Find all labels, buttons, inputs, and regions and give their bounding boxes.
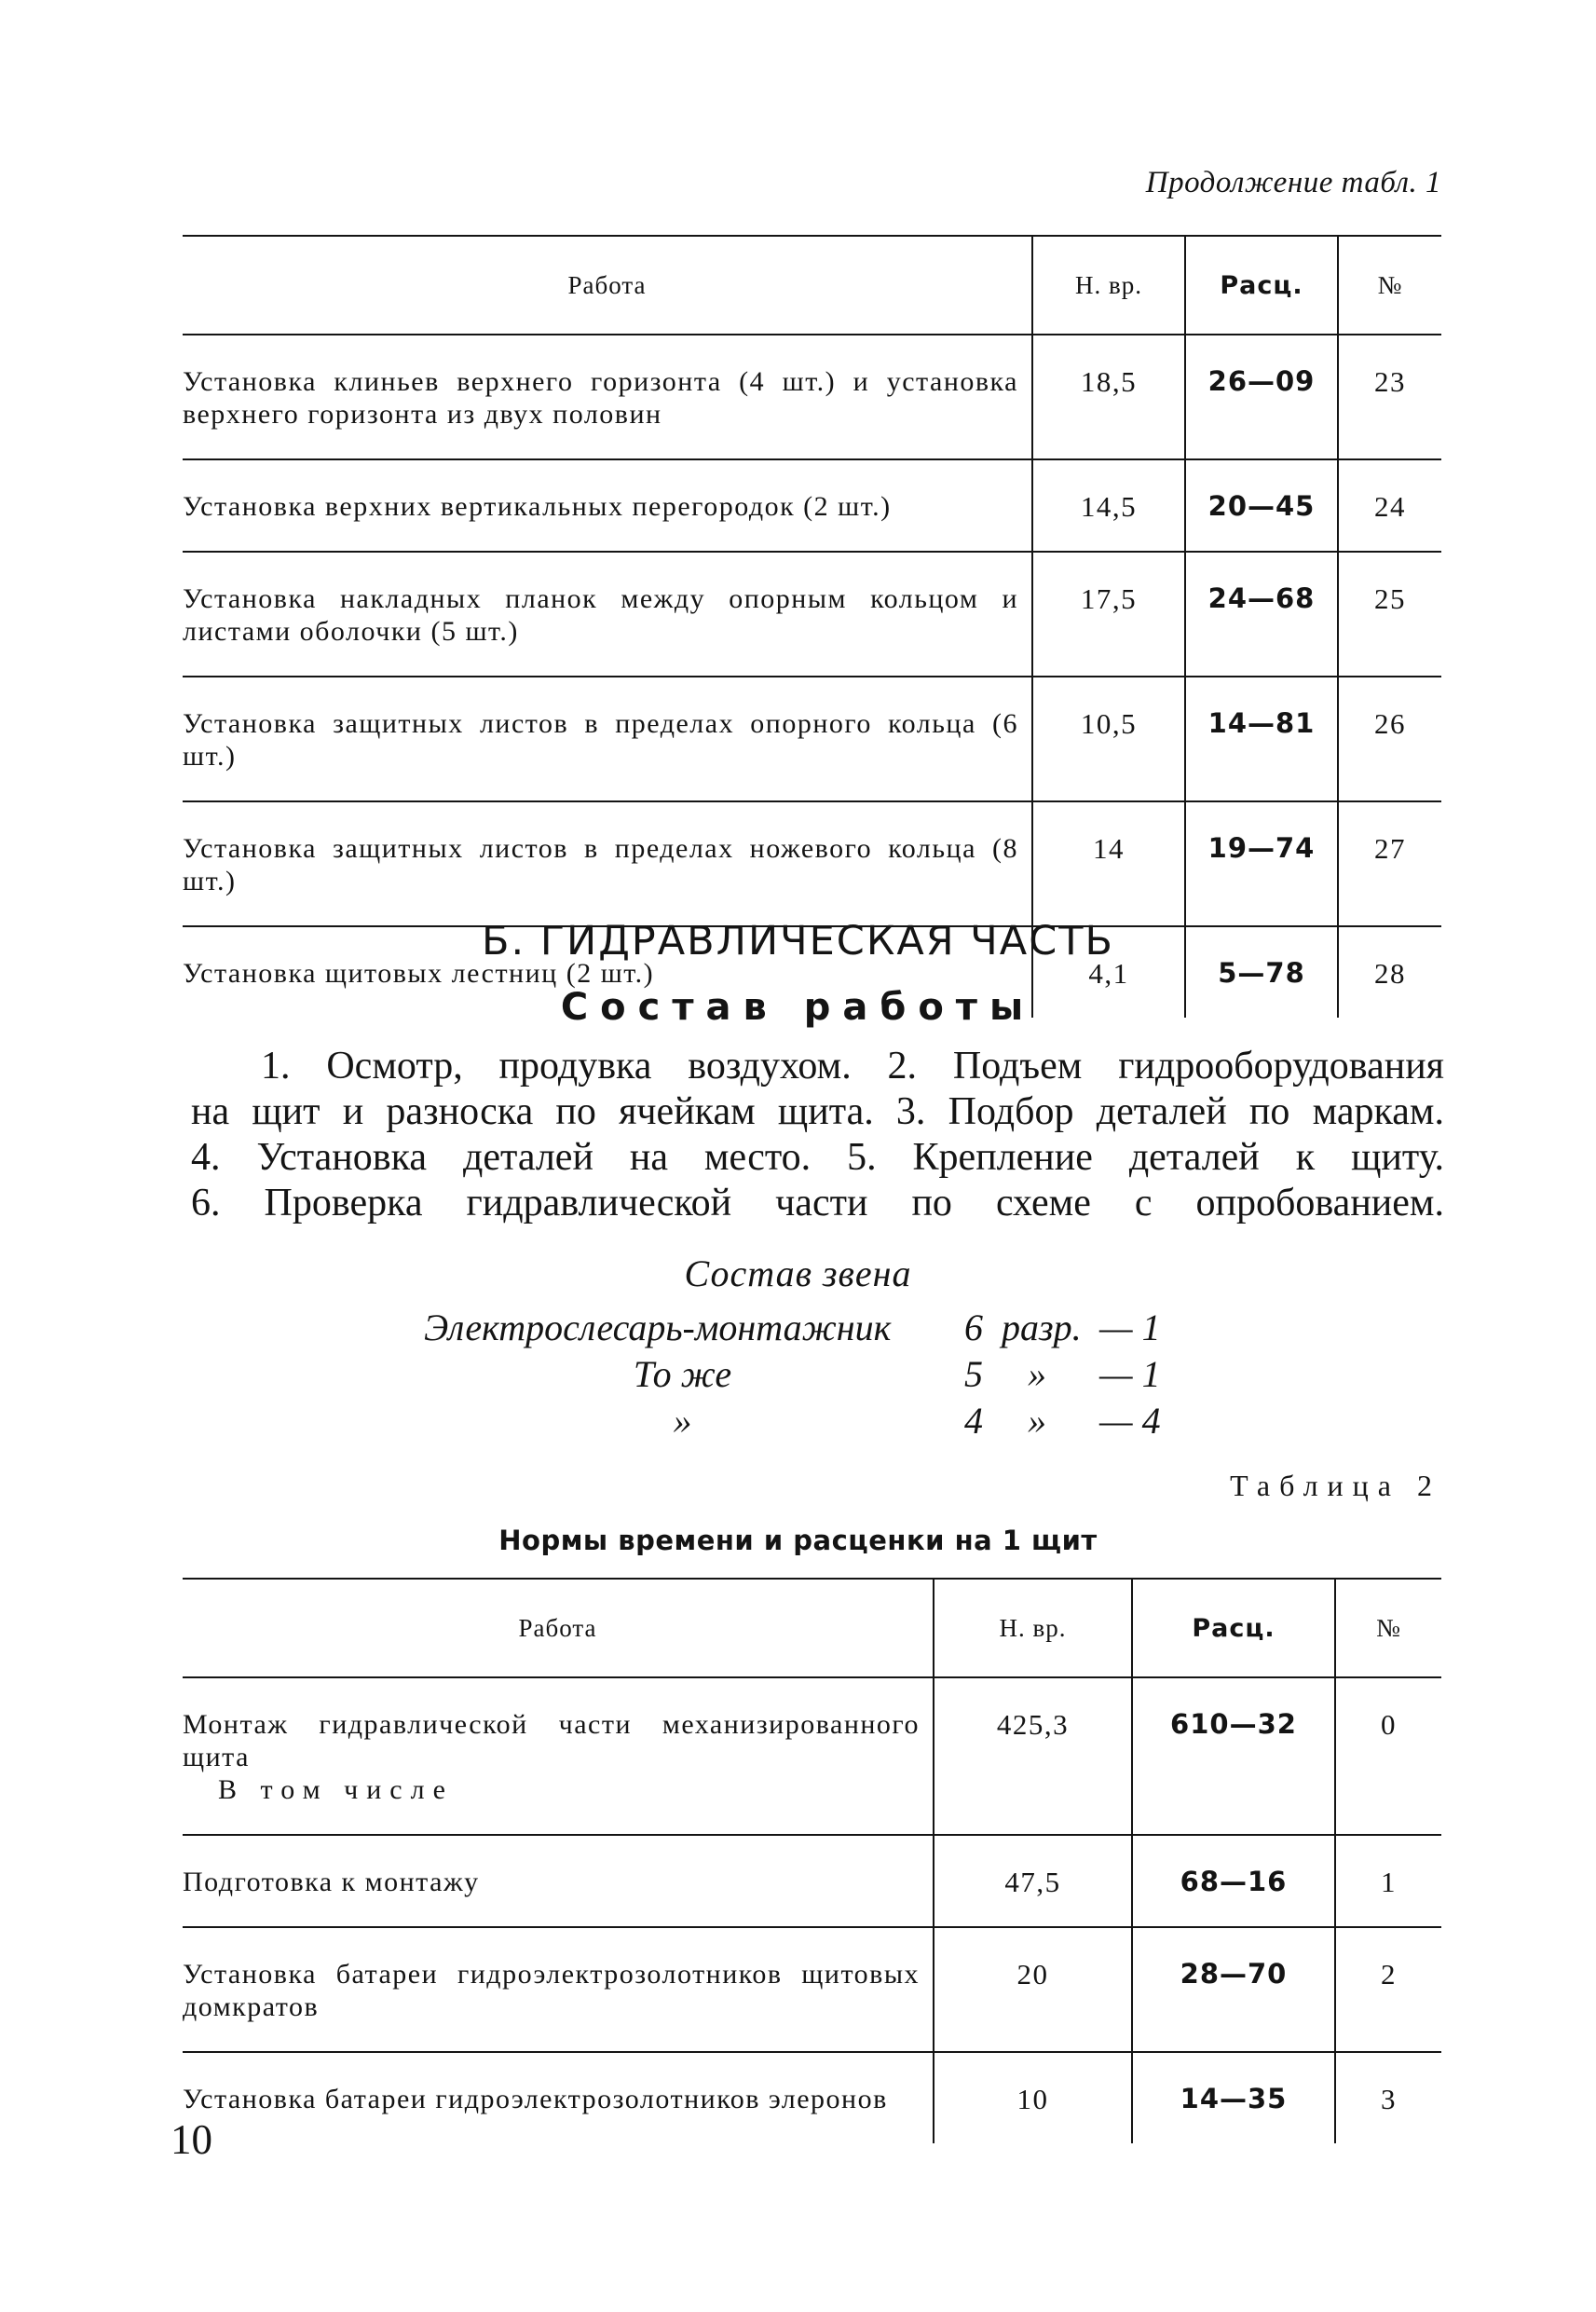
cell-rate: 20—45 — [1185, 459, 1338, 552]
table-row — [183, 1927, 1441, 2052]
profession: То же — [633, 1353, 732, 1395]
table-row — [183, 1835, 1441, 1927]
table-row — [183, 552, 1441, 677]
text-line: 4. Установка деталей на место. 5. Крепление деталей к щиту. — [191, 1136, 1444, 1179]
brigade-heading: Состав звена — [684, 1252, 912, 1294]
cell-work: Установка клиньев верхнего горизонта (4 шт.) и установка верхнего горизонта из двух половин — [183, 335, 1032, 459]
work-composition-heading: Состав работы — [560, 986, 1036, 1029]
grade: 5 — [964, 1353, 983, 1395]
cell-number: 28 — [1338, 926, 1441, 1018]
cell-number: 24 — [1338, 459, 1441, 552]
worker-count: — 1 — [1099, 1306, 1161, 1348]
profession: Электрослесарь-монтажник — [424, 1306, 892, 1348]
cell-number: 26 — [1338, 677, 1441, 801]
table-header-row — [183, 1579, 1441, 1677]
cell-work: Установка защитных листов в пределах опорного кольца (6 шт.) — [183, 677, 1032, 801]
table-continuation-note: Продолжение табл. 1 — [1145, 166, 1441, 199]
header-norm-time: Н. вр. — [934, 1579, 1132, 1677]
cell-number: 23 — [1338, 335, 1441, 459]
table-row — [183, 1677, 1441, 1835]
cell-work: Установка верхних вертикальных перегородок (2 шт.) — [183, 459, 1032, 552]
worker-count: — 4 — [1099, 1400, 1161, 1442]
table-row — [183, 677, 1441, 801]
cell-work: Подготовка к монтажу — [183, 1835, 934, 1927]
table-header-row — [183, 236, 1441, 335]
table-1 — [183, 235, 1441, 1018]
cell-norm-time: 20 — [934, 1927, 1132, 2052]
cell-work — [183, 1677, 934, 1835]
table-2-title: Нормы времени и расценки на 1 щит — [498, 1525, 1098, 1556]
cell-rate: 14—35 — [1132, 2052, 1335, 2143]
cell-norm-time: 47,5 — [934, 1835, 1132, 1927]
cell-number: 1 — [1335, 1835, 1441, 1927]
header-rate: Расц. — [1185, 236, 1338, 335]
cell-number: 27 — [1338, 801, 1441, 926]
cell-norm-time: 425,3 — [934, 1677, 1132, 1835]
cell-norm-time: 10,5 — [1032, 677, 1185, 801]
table-2 — [183, 1578, 1441, 2143]
cell-rate: 28—70 — [1132, 1927, 1335, 2052]
cell-rate: 68—16 — [1132, 1835, 1335, 1927]
cell-work: Установка щитовых лестниц (2 шт.) — [183, 958, 655, 989]
header-work: Работа — [183, 236, 1032, 335]
section-heading: Б. ГИДРАВЛИЧЕСКАЯ ЧАСТЬ — [481, 918, 1114, 964]
work-text: Монтаж гидравлической части механизированного щита — [183, 1709, 920, 1772]
cell-rate: 14—81 — [1185, 677, 1338, 801]
cell-rate: 26—09 — [1185, 335, 1338, 459]
worker-count: — 1 — [1099, 1353, 1161, 1395]
cell-number: 3 — [1335, 2052, 1441, 2143]
cell-norm-time: 18,5 — [1032, 335, 1185, 459]
grade-unit: » — [1028, 1400, 1046, 1442]
work-composition-text — [191, 1044, 1444, 1226]
cell-number: 2 — [1335, 1927, 1441, 2052]
cell-norm-time: 10 — [934, 2052, 1132, 2143]
cell-work: Установка накладных планок между опорным кольцом и листами оболочки (5 шт.) — [183, 552, 1032, 677]
cell-rate: 19—74 — [1185, 801, 1338, 926]
grade-unit: разр. — [1002, 1306, 1082, 1348]
text-line: на щит и разноска по ячейкам щита. 3. Подбор деталей по маркам. — [191, 1090, 1444, 1133]
text-line: 1. Осмотр, продувка воздухом. 2. Подъем гидрооборудования — [261, 1045, 1444, 1088]
table-row — [183, 459, 1441, 552]
cell-norm-time: 17,5 — [1032, 552, 1185, 677]
cell-number: 0 — [1335, 1677, 1441, 1835]
table-2-label: Таблица 2 — [1230, 1469, 1441, 1502]
header-norm-time: Н. вр. — [1032, 236, 1185, 335]
header-number: № — [1335, 1579, 1441, 1677]
cell-norm-time: 4,1 — [1032, 926, 1185, 1018]
cell-norm-time: 14,5 — [1032, 459, 1185, 552]
table-row — [183, 801, 1441, 926]
text-line: 6. Проверка гидравлической части по схеме с опробованием. — [191, 1182, 1444, 1224]
page-number: 10 — [171, 2116, 212, 2163]
grade-unit: » — [1028, 1353, 1046, 1395]
header-rate: Расц. — [1132, 1579, 1335, 1677]
subtotal-label: В том числе — [218, 1774, 454, 1805]
cell-norm-time: 14 — [1032, 801, 1185, 926]
cell-work: Установка батареи гидроэлектрозолотников элеронов — [183, 2084, 888, 2114]
header-number: № — [1338, 236, 1441, 335]
table-row — [183, 335, 1441, 459]
grade: 4 — [964, 1400, 983, 1442]
cell-work: Установка батареи гидроэлектрозолотников щитовых домкратов — [183, 1927, 934, 2052]
grade: 6 — [964, 1306, 983, 1348]
cell-number: 25 — [1338, 552, 1441, 677]
table-row — [183, 2052, 1441, 2143]
cell-work: Установка защитных листов в пределах ножевого кольца (8 шт.) — [183, 801, 1032, 926]
cell-rate: 610—32 — [1132, 1677, 1335, 1835]
profession: » — [673, 1400, 692, 1442]
header-work: Работа — [183, 1579, 934, 1677]
cell-rate: 24—68 — [1185, 552, 1338, 677]
cell-rate: 5—78 — [1185, 926, 1338, 1018]
